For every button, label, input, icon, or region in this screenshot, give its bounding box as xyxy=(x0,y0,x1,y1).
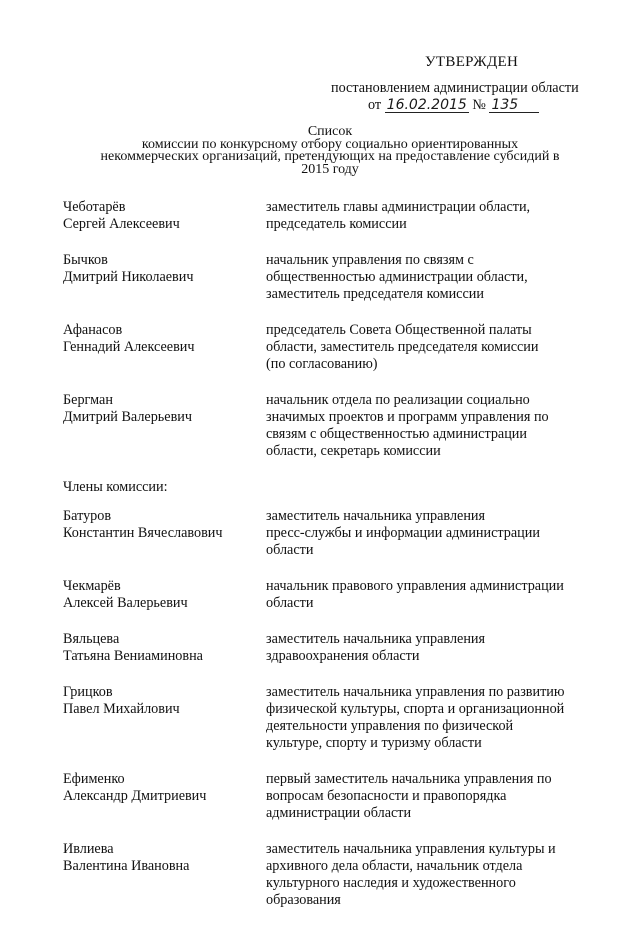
position-line: области, секретарь комиссии xyxy=(266,443,441,459)
person-position xyxy=(266,578,603,612)
position-line: значимых проектов и программ управления по xyxy=(266,409,549,425)
given-names: Александр Дмитриевич xyxy=(63,788,207,804)
position-line: заместитель начальника управления по развитию xyxy=(266,684,565,700)
person-position xyxy=(266,841,603,909)
given-names: Павел Михайлович xyxy=(63,701,180,717)
surname: Батуров xyxy=(63,508,112,524)
person-position xyxy=(266,508,603,559)
position-line: заместитель начальника управления культуры и xyxy=(266,841,556,857)
given-names: Алексей Валерьевич xyxy=(63,595,188,611)
position-line: общественностью администрации области, xyxy=(266,269,528,285)
title-line-1: Список xyxy=(307,124,353,139)
list-item xyxy=(63,841,603,909)
given-names: Дмитрий Николаевич xyxy=(63,269,194,285)
position-line: заместитель главы администрации области, xyxy=(266,199,531,215)
position-line: физической культуры, спорта и организационной xyxy=(266,701,565,717)
person-name xyxy=(63,841,266,909)
surname: Ивлиева xyxy=(63,841,114,857)
person-position xyxy=(266,631,603,665)
person-position xyxy=(266,771,603,822)
person-position xyxy=(266,199,603,233)
surname: Грицков xyxy=(63,684,113,700)
person-name xyxy=(63,252,266,303)
person-name xyxy=(63,771,266,822)
position-line: области, заместитель председателя комиссии xyxy=(266,339,539,355)
person-name xyxy=(63,508,266,559)
person-position xyxy=(266,322,603,373)
person-name xyxy=(63,578,266,612)
position-line: администрации области xyxy=(266,805,412,821)
position-line: образования xyxy=(266,892,341,908)
list-item xyxy=(63,578,603,612)
position-line: культурного наследия и художественного xyxy=(266,875,516,891)
person-name xyxy=(63,684,266,752)
position-line: начальник управления по связям с xyxy=(266,252,474,268)
surname: Бергман xyxy=(63,392,113,408)
position-line: заместитель начальника управления xyxy=(266,631,486,647)
surname: Бычков xyxy=(63,252,108,268)
position-line: пресс-службы и информации администрации xyxy=(266,525,540,541)
position-line: деятельности управления по физической xyxy=(266,718,514,734)
surname: Чеботарёв xyxy=(63,199,126,215)
date-value: 16.02.2015 xyxy=(386,97,467,113)
approved-by-text: постановлением администрации области xyxy=(331,80,579,96)
person-name xyxy=(63,392,266,460)
position-line: начальник отдела по реализации социально xyxy=(266,392,530,408)
list-item xyxy=(63,771,603,822)
list-item xyxy=(63,252,603,303)
title-line-4: 2015 году xyxy=(301,161,359,177)
person-position xyxy=(266,252,603,303)
position-line: первый заместитель начальника управления по xyxy=(266,771,552,787)
members-heading: Члены комиссии: xyxy=(63,479,168,495)
members-list xyxy=(63,508,603,909)
given-names: Татьяна Вениаминовна xyxy=(63,648,203,664)
approval-date-line xyxy=(368,97,539,114)
list-item xyxy=(63,199,603,233)
position-line: заместитель начальника управления xyxy=(266,508,486,524)
list-item xyxy=(63,508,603,559)
list-item xyxy=(63,392,603,460)
given-names: Константин Вячеславович xyxy=(63,525,223,541)
given-names: Валентина Ивановна xyxy=(63,858,190,874)
number-value: 135 xyxy=(489,98,539,113)
position-line: области xyxy=(266,542,314,558)
surname: Вяльцева xyxy=(63,631,120,647)
position-line: заместитель председателя комиссии xyxy=(266,286,484,302)
list-item xyxy=(63,322,603,373)
list-item xyxy=(63,631,603,665)
position-line: председатель комиссии xyxy=(266,216,407,232)
position-line: (по согласованию) xyxy=(266,356,378,372)
person-name xyxy=(63,631,266,665)
given-names: Дмитрий Валерьевич xyxy=(63,409,192,425)
title-line-3: некоммерческих организаций, претендующих на предоставление субсидий в xyxy=(100,149,560,164)
position-line: культуре, спорту и туризму области xyxy=(266,735,482,751)
date-prefix: от xyxy=(368,97,382,113)
number-prefix: № xyxy=(472,97,486,113)
list-item xyxy=(63,684,603,752)
given-names: Геннадий Алексеевич xyxy=(63,339,195,355)
given-names: Сергей Алексеевич xyxy=(63,216,180,232)
person-position xyxy=(266,392,603,460)
surname: Ефименко xyxy=(63,771,125,787)
person-name xyxy=(63,322,266,373)
position-line: области xyxy=(266,595,314,611)
commission-list xyxy=(63,199,603,928)
title-line-2: комиссии по конкурсному отбору социально ориентированных xyxy=(141,136,519,152)
position-line: председатель Совета Общественной палаты xyxy=(266,322,532,338)
leaders-list xyxy=(63,199,603,460)
position-line: архивного дела области, начальник отдела xyxy=(266,858,523,874)
person-name xyxy=(63,199,266,233)
document-title xyxy=(80,126,580,176)
person-position xyxy=(266,684,603,752)
position-line: связям с общественностью администрации xyxy=(266,426,527,442)
surname: Чекмарёв xyxy=(63,578,121,594)
position-line: вопросам безопасности и правопорядка xyxy=(266,788,507,804)
approved-heading: УТВЕРЖДЕН xyxy=(425,54,519,70)
position-line: начальник правового управления администрации xyxy=(266,578,564,594)
position-line: здравоохранения области xyxy=(266,648,420,664)
surname: Афанасов xyxy=(63,322,123,338)
